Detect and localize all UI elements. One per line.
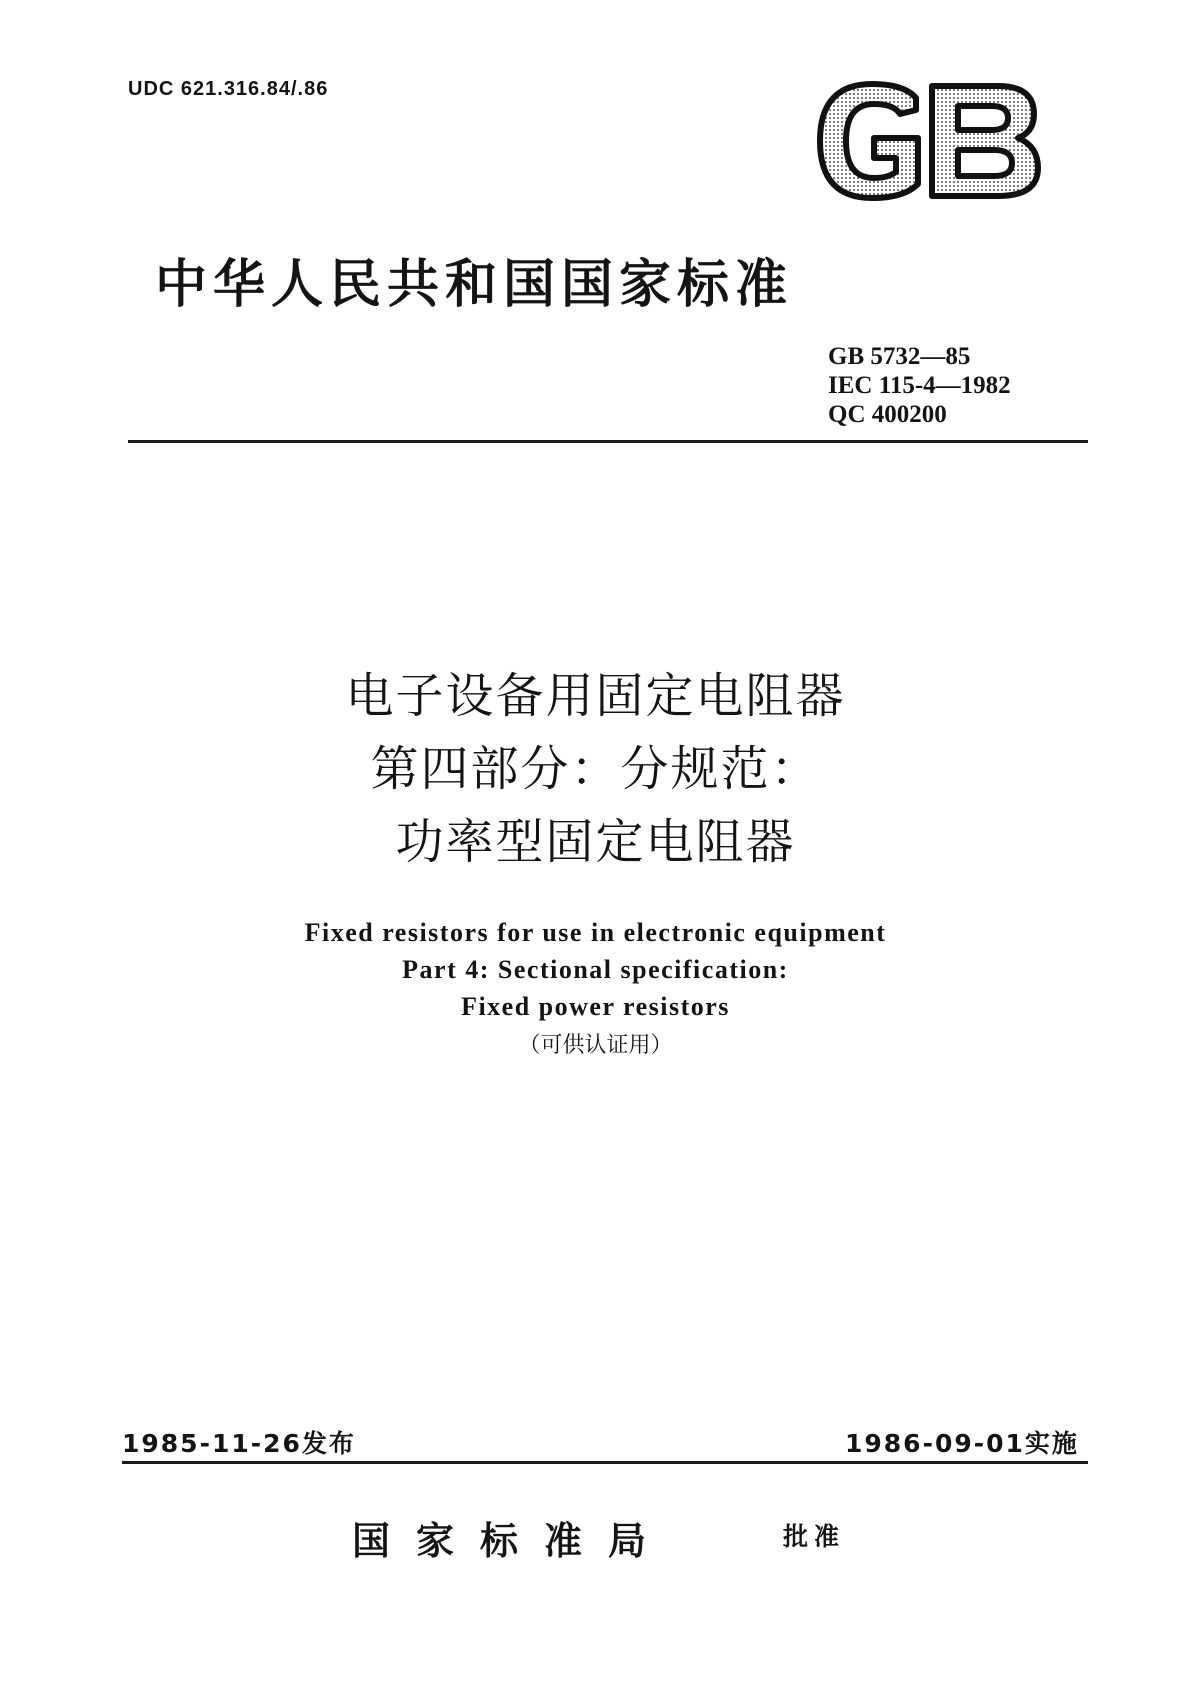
english-title-line-1: Fixed resistors for use in electronic equipment bbox=[304, 918, 887, 947]
qc-code: QC 400200 bbox=[828, 401, 947, 428]
approval-label: 批准 bbox=[783, 1522, 846, 1551]
chinese-title-line-1: 电子设备用固定电阻器 bbox=[345, 668, 846, 724]
english-title bbox=[100, 914, 1091, 1025]
issue-date: 1985-11-26发布 bbox=[122, 1429, 356, 1458]
gb-code: GB 5732—85 bbox=[828, 343, 971, 370]
bottom-divider bbox=[122, 1461, 1088, 1464]
certification-note: （可供认证用） bbox=[518, 1033, 673, 1058]
implement-date: 1986-09-01实施 bbox=[845, 1429, 1079, 1458]
gb-logo bbox=[812, 80, 1044, 202]
udc-code: UDC 621.316.84/.86 bbox=[128, 78, 329, 100]
iec-code: IEC 115-4—1982 bbox=[828, 372, 1011, 399]
approving-authority: 国家标准局 bbox=[352, 1519, 673, 1563]
chinese-title-line-3: 功率型固定电阻器 bbox=[395, 814, 796, 870]
standard-codes bbox=[828, 342, 1011, 429]
english-title-line-3: Fixed power resistors bbox=[461, 992, 730, 1021]
chinese-title-line-2: 第四部分：分规范： bbox=[370, 741, 821, 797]
english-title-line-2: Part 4: Sectional specification: bbox=[402, 955, 789, 984]
standard-title: 中华人民共和国国家标准 bbox=[155, 255, 794, 315]
top-divider bbox=[128, 440, 1088, 443]
chinese-title bbox=[100, 660, 1091, 879]
